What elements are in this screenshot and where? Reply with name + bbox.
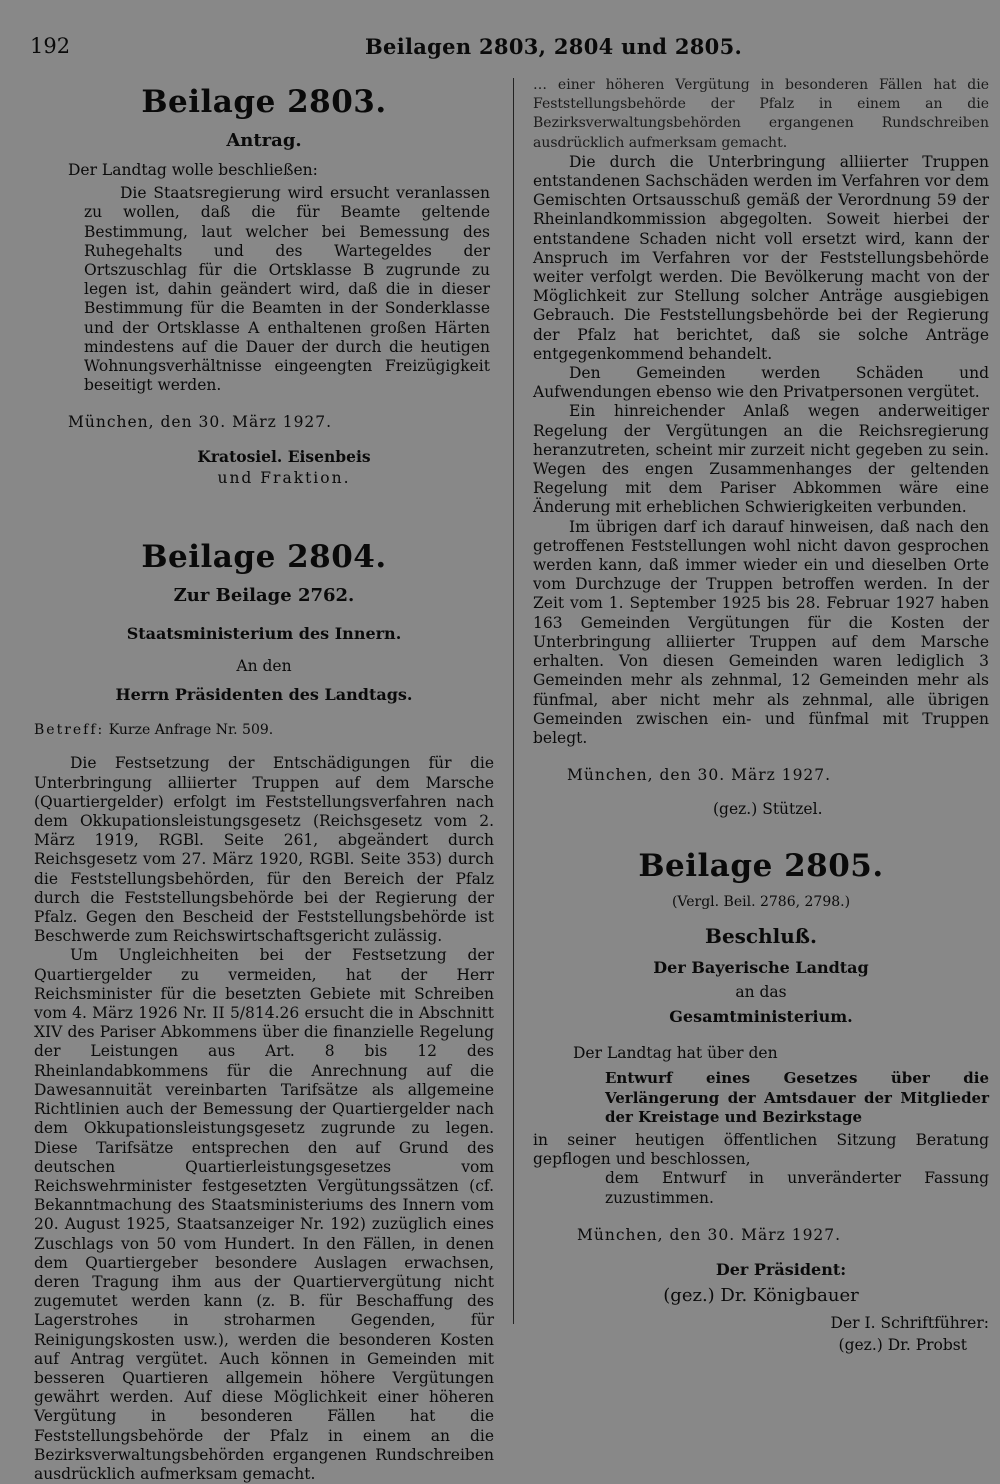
beilage-2805-president: (gez.) Dr. Königbauer <box>663 1284 859 1306</box>
beilage-2803-body: Die Staatsregierung wird ersucht veranlassen zu wollen, daß die für Beamte geltende Bestimmung, laut welcher bei Bemessung des Ruhegehalts und des Wartegeldes der Ortszuschlag für die Ortsklasse B zugrunde zu legen ist, dahin geändert wird, daß die in dieser Bestimmung für die Beamten in der Sonderklasse und der Ortsklasse A enthaltenen großen Härten mindestens auf die Dauer der durch die heutigen Wohnungsverhältnisse eingeengten Freizügigkeit beseitigt werden. <box>84 184 490 395</box>
beilage-2805-text1: Der Landtag hat über den <box>573 1044 778 1063</box>
beilage-2805-text3: dem Entwurf in unveränderter Fassung zuzustimmen. <box>605 1169 989 1207</box>
beilage-2804-ref: Zur Beilage 2762. <box>173 585 355 607</box>
beilage-2804-paragraph: Im übrigen darf ich darauf hinweisen, daß nach den getroffenen Feststellungen wohl nicht davon gesprochen werden kann, daß immer wieder ein und dieselben Orte vom Durchzuge der Truppen betroffen werden. In der Zeit vom 1. September 1925 bis 28. Februar 1927 haben 163 Gemeinden Vergütungen für die Kosten der Unterbringung alliierter Truppen auf dem Marsche erhalten. Von diesen Gemeinden waren lediglich 3 Gemeinden mehr als zehnmal, 12 Gemeinden mehr als fünfmal, aber nicht mehr als zehnmal, alle übrigen Gemeinden zwischen ein- und fünfmal mit Truppen belegt. <box>533 517 989 747</box>
beilage-2805-date: München, den 30. März 1927. <box>577 1225 842 1244</box>
beilage-2804-title: Beilage 2804. <box>141 539 387 576</box>
beilage-2804-ministry: Staatsministerium des Innern. <box>126 624 402 644</box>
beilage-2803-title: Beilage 2803. <box>141 84 387 120</box>
beilage-2805-draft-title: Entwurf eines Gesetzes über die Verlängerung der Amtsdauer der Mitglieder der Kreistage und Bezirkstage <box>605 1069 989 1126</box>
beilage-2803-intro: Der Landtag wolle beschließen: <box>68 161 318 179</box>
beilage-2804-betreff <box>34 722 494 738</box>
beilage-2804-continuation-note: … einer höheren Vergütung in besonderen Fällen hat die Feststellungsbehörde der Pfalz in einem an die Bezirksverwaltungsbehörden ergangenen Rundschreiben ausdrücklich aufmerksam gemacht. <box>533 77 989 151</box>
beilage-2804-paragraph: Die Festsetzung der Entschädigungen für die Unterbringung alliierter Truppen auf dem Marsche (Quartiergelder) erfolgt im Feststellungsverfahren nach dem Okkupationsleistungsgesetz (Reichsgesetz vom 2. März 1919, RGBl. Seite 261, abgeändert durch Reichsgesetz vom 27. März 1920, RGBl. Seite 353) durch die Feststellungsbehörden, für den Bereich der Pfalz durch die Feststellungsbehörde bei der Regierung der Pfalz. Gegen den Bescheid der Feststellungsbehörde ist Beschwerde zum Reichswirtschaftsgericht zulässig. <box>34 754 494 946</box>
beilage-2805-president-label: Der Präsident: <box>715 1259 847 1279</box>
beilage-2804-addressee: Herrn Präsidenten des Landtags. <box>115 685 413 705</box>
beilage-2804-paragraph: Die durch die Unterbringung alliierter Truppen entstandenen Sachschäden werden im Verfahren vor dem Gemischten Ortsausschuß gemäß der Verordnung 59 der Rheinlandkommission abgegolten. Soweit hierbei der entstandene Schaden nicht voll ersetzt wird, kann der Anspruch im Verfahren vor der Feststellungsbehörde weiter verfolgt werden. Die Bevölkerung macht von der Möglichkeit zur Stellung solcher Anträge ausgiebigen Gebrauch. Die Feststellungsbehörde bei der Regierung der Pfalz hat berichtet, daß sie solche Anträge entgegenkommend behandelt. <box>533 152 989 363</box>
beilage-2805-subtitle: Beschluß. <box>705 924 817 949</box>
left-column <box>34 76 494 1483</box>
column-divider <box>513 78 514 1324</box>
beilage-2805-body-line1: Der Bayerische Landtag <box>653 958 869 978</box>
beilage-2804-paragraph: Ein hinreichender Anlaß wegen anderweitiger Regelung der Vergütungen an die Reichsregierung heranzutreten, scheint mir zurzeit nicht gegeben zu sein. Wegen des engen Zusammenhanges der geltenden Regelung mit dem Pariser Abkommen wäre eine Änderung mit erheblichen Schwierigkeiten verbunden. <box>533 402 989 517</box>
beilage-2805-text2: in seiner heutigen öffentlichen Sitzung Beratung gepflogen und beschlossen, <box>533 1130 989 1169</box>
beilage-2803-signers: Kratosiel. Eisenbeis <box>197 447 371 467</box>
beilage-2805-body-line2: an das <box>735 983 787 1002</box>
running-head: Beilagen 2803, 2804 und 2805. <box>365 34 743 59</box>
page-number: 192 <box>30 34 71 58</box>
beilage-2804-addressee-prefix: An den <box>236 657 292 676</box>
beilage-2804-date: München, den 30. März 1927. <box>567 766 832 785</box>
beilage-2804-paragraph: Den Gemeinden werden Schäden und Aufwendungen ebenso wie den Privatpersonen vergütet. <box>533 364 989 402</box>
beilage-2805-ref: (Vergl. Beil. 2786, 2798.) <box>671 894 851 911</box>
beilage-2805-secretary: (gez.) Dr. Probst <box>838 1335 967 1354</box>
beilage-2803-faction: und Fraktion. <box>217 469 351 488</box>
beilage-2805-title: Beilage 2805. <box>638 848 884 885</box>
betreff-label: Betreff: <box>34 722 105 739</box>
beilage-2803-date: München, den 30. März 1927. <box>68 413 333 432</box>
right-column <box>533 76 989 1356</box>
beilage-2804-paragraph: Um Ungleichheiten bei der Festsetzung der Quartiergelder zu vermeiden, hat der Herr Reichsminister für die besetzten Gebiete mit Schreiben vom 4. März 1926 Nr. II 5/814.26 ersucht die in Abschnitt XIV des Pariser Abkommens über die finanzielle Regelung der Leistungen aus Art. 8 bis 12 des Rheinlandabkommens für die Anrechnung auf die Dawesannuität vereinbarten Tarifsätze als allgemeine Richtlinien auch der Bemessung der Quartiergelder nach dem Okkupationsleistungsgesetz zugrunde zu legen. Diese Tarifsätze entsprechen den auf Grund des deutschen Quartierleistungsgesetzes vom Reichswehrminister festgesetzten Vergütungssätzen (cf. Bekanntmachung des Staatsministeriums des Innern vom 20. August 1925, Staatsanzeiger Nr. 192) zuzüglich eines Zuschlags von 50 vom Hundert. In den Fällen, in denen dem Quartiergeber besondere Auslagen erwachsen, deren Tragung ihm aus der Quartiervergütung nicht zugemutet werden kann (z. B. für Beschaffung des Lagerstrohes in stroharmen Gegenden, für Reinigungskosten usw.), werden die besonderen Kosten auf Antrag vergütet. Auch können in Gemeinden mit besseren Quartieren allgemein höhere Vergütungen gewährt werden. Auf diese Möglichkeit einer höheren Vergütung in besonderen Fällen hat die Feststellungsbehörde der Pfalz in einem an die Bezirksverwaltungsbehörden ergangenen Rundschreiben ausdrücklich aufmerksam gemacht. <box>34 946 494 1483</box>
beilage-2805-secretary-label: Der I. Schriftführer: <box>830 1313 989 1332</box>
beilage-2805-body-line3: Gesamtministerium. <box>669 1007 853 1027</box>
beilage-2803-subtitle: Antrag. <box>226 130 302 151</box>
betreff-value: Kurze Anfrage Nr. 509. <box>108 722 274 739</box>
beilage-2804-signature: (gez.) Stützel. <box>713 800 823 819</box>
